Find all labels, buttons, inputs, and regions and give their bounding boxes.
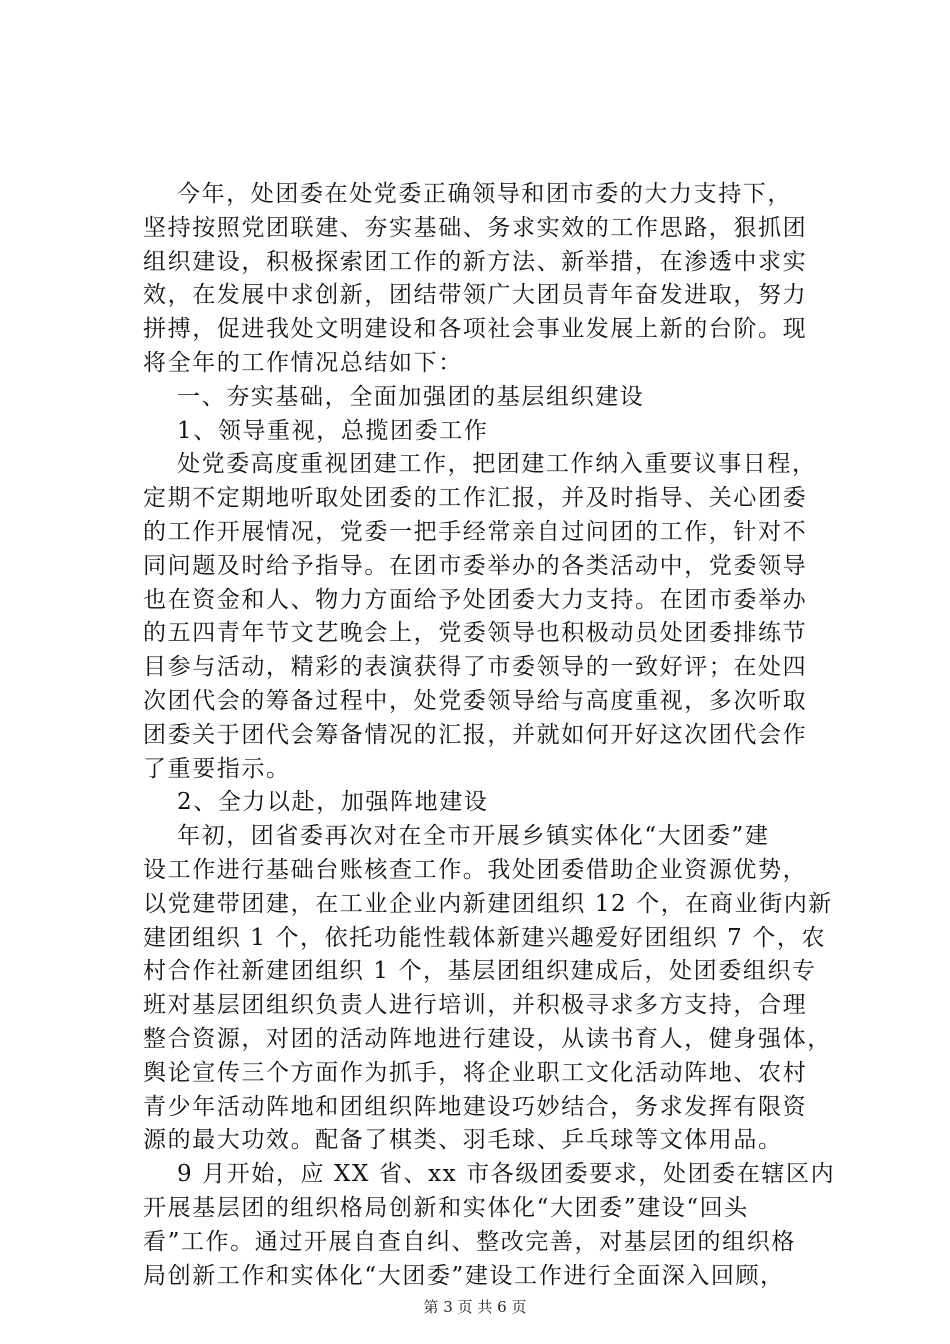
- text-line: 组织建设，积极探索团工作的新方法、新举措，在渗透中求实: [143, 248, 808, 275]
- text-line: 次团代会的筹备过程中，处党委领导给与高度重视，多次听取: [143, 687, 808, 714]
- text-line: 定期不定期地听取处团委的工作汇报，并及时指导、关心团委: [143, 485, 808, 512]
- text-line: 拼搏，促进我处文明建设和各项社会事业发展上新的台阶。现: [143, 316, 808, 343]
- text-line: 青少年活动阵地和团组织阵地建设巧妙结合，务求发挥有限资: [143, 1093, 808, 1120]
- text-line: 9 月开始，应 XX 省、xx 市各级团委要求，处团委在辖区内: [177, 1161, 836, 1188]
- text-line: 效，在发展中求创新，团结带领广大团员青年奋发进取，努力: [143, 282, 808, 309]
- text-line: 2、全力以赴，加强阵地建设: [177, 789, 489, 816]
- text-line: 以党建带团建，在工业企业内新建团组织 12 个，在商业街内新: [143, 890, 833, 917]
- text-line: 将全年的工作情况总结如下：: [143, 349, 463, 376]
- text-line: 1、领导重视，总揽团委工作: [177, 417, 489, 444]
- text-line: 坚持按照党团联建、夯实基础、务求实效的工作思路，狠抓团: [143, 214, 808, 241]
- body-text: [143, 178, 836, 1293]
- page-footer: 第 3 页 共 6 页: [423, 1298, 527, 1316]
- text-line: 团委关于团代会筹备情况的汇报，并就如何开好这次团代会作: [143, 721, 808, 748]
- text-line: 的工作开展情况，党委一把手经常亲自过问团的工作，针对不: [143, 518, 808, 545]
- text-line: 的五四青年节文艺晚会上，党委领导也积极动员处团委排练节: [143, 620, 808, 647]
- text-line: 一、夯实基础，全面加强团的基层组织建设: [177, 383, 645, 410]
- text-line: 村合作社新建团组织 1 个，基层团组织建成后，处团委组织专: [143, 958, 817, 985]
- text-line: 源的最大功效。配备了棋类、羽毛球、乒乓球等文体用品。: [143, 1127, 783, 1154]
- text-line: 设工作进行基础台账核查工作。我处团委借助企业资源优势，: [143, 856, 808, 883]
- text-line: 年初，团省委再次对在全市开展乡镇实体化“大团委”建: [177, 823, 770, 850]
- text-line: 整合资源，对团的活动阵地进行建设，从读书育人，健身强体，: [143, 1025, 832, 1052]
- text-line: 班对基层团组织负责人进行培训，并积极寻求多方支持，合理: [143, 992, 808, 1019]
- text-line: 同问题及时给予指导。在团市委举办的各类活动中，党委领导: [143, 552, 808, 579]
- text-line: 了重要指示。: [143, 755, 291, 782]
- text-line: 开展基层团的组织格局创新和实体化“大团委”建设“回头: [143, 1194, 749, 1221]
- text-line: 也在资金和人、物力方面给予处团委大力支持。在团市委举办: [143, 586, 808, 613]
- text-line: 舆论宣传三个方面作为抓手，将企业职工文化活动阵地、农村: [143, 1059, 808, 1086]
- text-line: 目参与活动，精彩的表演获得了市委领导的一致好评；在处四: [143, 654, 808, 681]
- text-line: 看”工作。通过开展自查自纠、整改完善，对基层团的组织格: [143, 1228, 796, 1255]
- text-line: 建团组织 1 个，依托功能性载体新建兴趣爱好团组织 7 个，农: [143, 924, 827, 951]
- text-line: 局创新工作和实体化“大团委”建设工作进行全面深入回顾，: [143, 1262, 785, 1289]
- text-line: 今年，处团委在处党委正确领导和团市委的大力支持下，: [177, 181, 792, 207]
- text-line: 处党委高度重视团建工作，把团建工作纳入重要议事日程，: [177, 451, 817, 478]
